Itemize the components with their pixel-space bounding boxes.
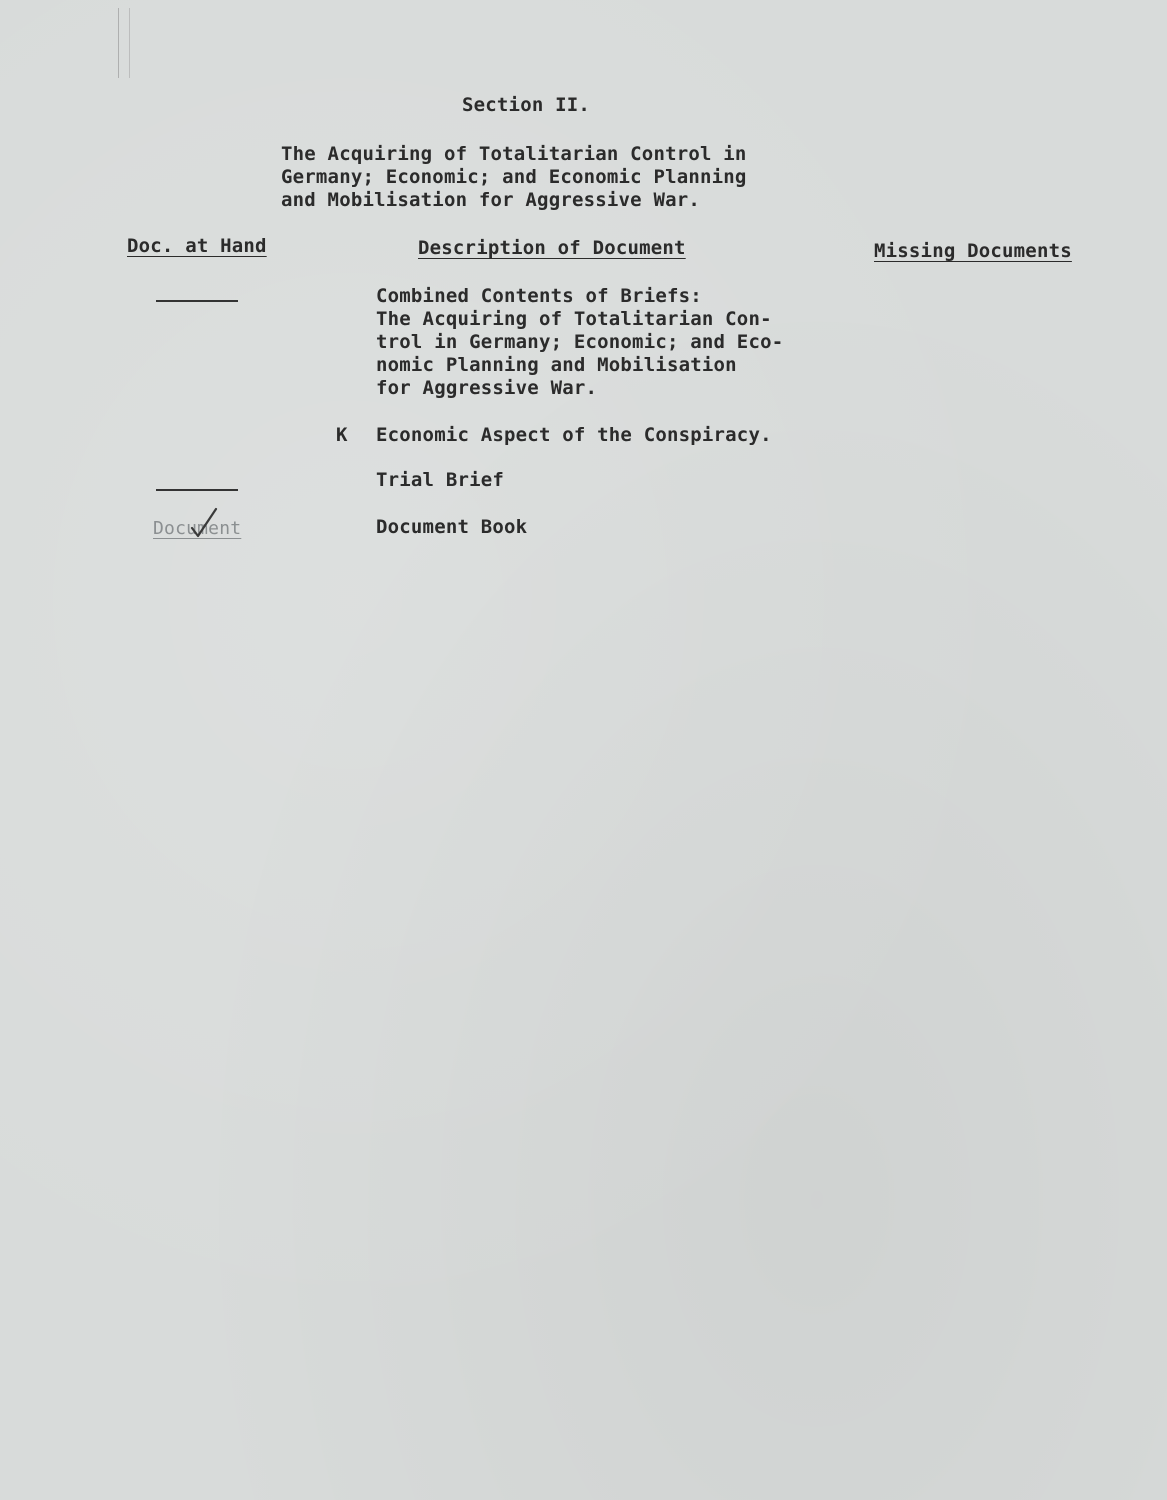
entry-1-line-1: Combined Contents of Briefs: bbox=[376, 285, 702, 307]
binder-mark bbox=[118, 8, 130, 78]
entry-4-mark: Document bbox=[153, 518, 242, 539]
entry-4-line-1: Document Book bbox=[376, 516, 528, 538]
entry-1-line-3: trol in Germany; Economic; and Eco- bbox=[376, 331, 784, 353]
entry-3-line-1: Trial Brief bbox=[376, 469, 505, 491]
column-header-missing: Missing Documents bbox=[874, 240, 1072, 262]
title-line-1: The Acquiring of Totalitarian Control in bbox=[281, 143, 747, 165]
entry-2-mark: K bbox=[336, 424, 348, 446]
entry-1-line-5: for Aggressive War. bbox=[376, 377, 598, 399]
column-header-description: Description of Document bbox=[418, 237, 686, 259]
doc-at-hand-blank-1 bbox=[156, 300, 238, 302]
column-header-doc-at-hand: Doc. at Hand bbox=[127, 235, 267, 257]
title-line-3: and Mobilisation for Aggressive War. bbox=[281, 189, 701, 211]
section-heading: Section II. bbox=[462, 94, 591, 116]
entry-1-line-4: nomic Planning and Mobilisation bbox=[376, 354, 737, 376]
doc-at-hand-blank-3 bbox=[156, 489, 238, 491]
title-line-2: Germany; Economic; and Economic Planning bbox=[281, 166, 747, 188]
entry-2-line-1: Economic Aspect of the Conspiracy. bbox=[376, 424, 772, 446]
entry-1-line-2: The Acquiring of Totalitarian Con- bbox=[376, 308, 772, 330]
check-mark-icon bbox=[190, 506, 220, 540]
